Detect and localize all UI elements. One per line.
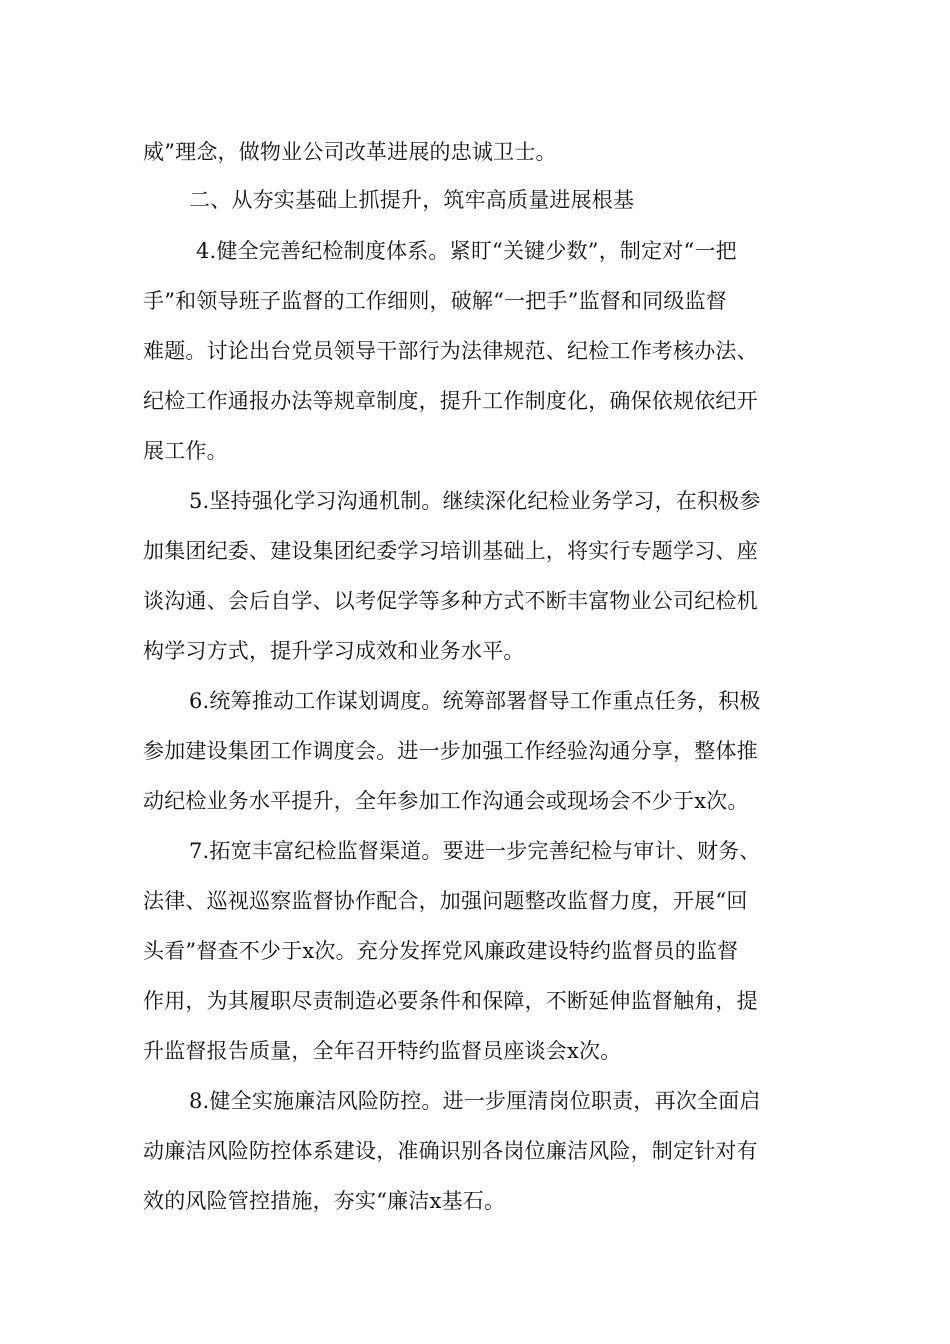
text-line: 手”和领导班子监督的工作细则，破解“一把手”监督和同级监督 bbox=[143, 289, 728, 313]
text-line: 作用，为其履职尽责制造必要条件和保障，不断延伸监督触角，提 bbox=[143, 989, 758, 1013]
text-line: 头看”督查不少于x次。充分发挥党风廉政建设特约监督员的监督 bbox=[143, 939, 739, 963]
text-line: 5.坚持强化学习沟通机制。继续深化纪检业务学习，在积极参 bbox=[189, 489, 761, 513]
text-line: 动纪检业务水平提升，全年参加工作沟通会或现场会不少于x次。 bbox=[143, 789, 749, 813]
text-line: 法律、巡视巡察监督协作配合，加强问题整改监督力度，开展“回 bbox=[143, 889, 748, 913]
text-line: 展工作。 bbox=[143, 439, 228, 463]
text-line: 动廉洁风险防控体系建设，准确识别各岗位廉洁风险，制定针对有 bbox=[143, 1139, 758, 1163]
text-line: 参加建设集团工作调度会。进一步加强工作经验沟通分享，整体推 bbox=[143, 739, 758, 763]
text-line: 加集团纪委、建设集团纪委学习培训基础上，将实行专题学习、座 bbox=[143, 539, 758, 563]
text-line: 谈沟通、会后自学、以考促学等多种方式不断丰富物业公司纪检机 bbox=[143, 589, 758, 613]
section-heading: 二、从夯实基础上抓提升，筑牢高质量进展根基 bbox=[189, 188, 635, 212]
text-line: 4.健全完善纪检制度体系。紧盯“关键少数”，制定对“一把 bbox=[196, 239, 737, 263]
text-line: 难题。讨论出台党员领导干部行为法律规范、纪检工作考核办法、 bbox=[143, 339, 758, 363]
text-line: 7.拓宽丰富纪检监督渠道。要进一步完善纪检与审计、财务、 bbox=[189, 839, 761, 863]
text-line: 6.统筹推动工作谋划调度。统筹部署督导工作重点任务，积极 bbox=[189, 689, 761, 713]
text-line: 升监督报告质量，全年召开特约监督员座谈会x次。 bbox=[143, 1039, 622, 1063]
text-line: 8.健全实施廉洁风险防控。进一步厘清岗位职责，再次全面启 bbox=[189, 1089, 761, 1113]
text-line: 威”理念，做物业公司改革进展的忠诚卫士。 bbox=[143, 140, 557, 164]
text-line: 效的风险管控措施，夯实“廉洁x基石。 bbox=[143, 1189, 506, 1213]
text-line: 构学习方式，提升学习成效和业务水平。 bbox=[143, 639, 525, 663]
text-line: 纪检工作通报办法等规章制度，提升工作制度化，确保依规依纪开 bbox=[143, 389, 758, 413]
